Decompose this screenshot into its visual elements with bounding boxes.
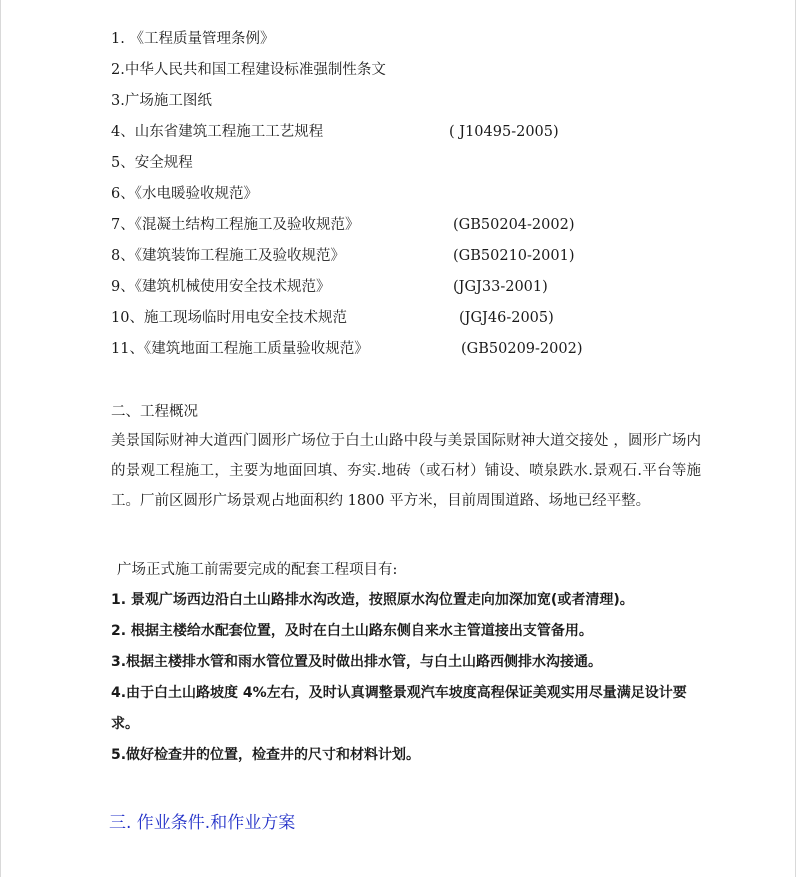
reference-code: (GB50210-2001) xyxy=(453,248,575,264)
reference-label: 7、《混凝土结构工程施工及验收规范》 xyxy=(111,217,360,233)
reference-code: (GB50204-2002) xyxy=(453,217,575,233)
prerequisite-item: 4.由于白土山路坡度 4%左右，及时认真调整景观汽车坡度高程保证美观实用尽量满足设计要求。 xyxy=(111,685,687,732)
reference-label: 6、《水电暖验收规范》 xyxy=(111,186,258,202)
reference-label: 2.中华人民共和国工程建设标准强制性条文 xyxy=(111,62,386,78)
reference-code: (GB50209-2002) xyxy=(461,341,583,357)
reference-label: 5、安全规程 xyxy=(111,155,193,171)
reference-item xyxy=(111,117,711,148)
prerequisite-item: 1. 景观广场西边沿白土山路排水沟改造，按照原水沟位置走向加深加宽(或者清理)。 xyxy=(111,592,634,608)
reference-item xyxy=(111,86,711,117)
reference-item xyxy=(111,179,711,210)
overview-heading: 二、工程概况 xyxy=(111,404,198,420)
reference-label: 4、山东省建筑工程施工工艺规程 xyxy=(111,124,324,140)
reference-item xyxy=(111,241,711,272)
reference-item xyxy=(111,272,711,303)
section-three-heading: 三. 作业条件.和作业方案 xyxy=(109,813,296,833)
reference-label: 8、《建筑装饰工程施工及验收规范》 xyxy=(111,248,345,264)
prerequisite-item: 5.做好检查井的位置，检查井的尺寸和材料计划。 xyxy=(111,747,421,763)
reference-item xyxy=(111,148,711,179)
reference-code: (JGJ33-2001) xyxy=(453,279,548,295)
prerequisite-section xyxy=(111,555,701,771)
prerequisite-item: 2. 根据主楼给水配套位置，及时在白土山路东侧自来水主管道接出支管备用。 xyxy=(111,623,593,639)
reference-item xyxy=(111,24,711,55)
overview-section xyxy=(111,398,701,516)
reference-item xyxy=(111,55,711,86)
reference-item xyxy=(111,210,711,241)
prerequisite-title: 广场正式施工前需要完成的配套工程项目有: xyxy=(117,562,398,578)
overview-paragraph: 美景国际财神大道西门圆形广场位于白土山路中段与美景国际财神大道交接处 ，圆形广场内的景观工程施工，主要为地面回填、夯实.地砖（或石材）铺设、喷泉跌水.景观石.平台等施工。厂前区圆形广场景观占地面积约 1800 平方米，目前周围道路、场地已经平整。 xyxy=(111,433,701,509)
reference-item xyxy=(111,303,711,334)
reference-label: 9、《建筑机械使用安全技术规范》 xyxy=(111,279,331,295)
reference-label: 3.广场施工图纸 xyxy=(111,93,212,109)
reference-label: 10、施工现场临时用电安全技术规范 xyxy=(111,310,347,326)
reference-list xyxy=(111,24,711,365)
reference-code: (JGJ46-2005) xyxy=(459,310,554,326)
reference-code: ( J10495-2005) xyxy=(449,124,559,140)
reference-label: 11、《建筑地面工程施工质量验收规范》 xyxy=(111,341,369,357)
reference-item xyxy=(111,334,711,365)
prerequisite-item: 3.根据主楼排水管和雨水管位置及时做出排水管，与白土山路西侧排水沟接通。 xyxy=(111,654,603,670)
reference-label: 1. 《工程质量管理条例》 xyxy=(111,31,275,47)
